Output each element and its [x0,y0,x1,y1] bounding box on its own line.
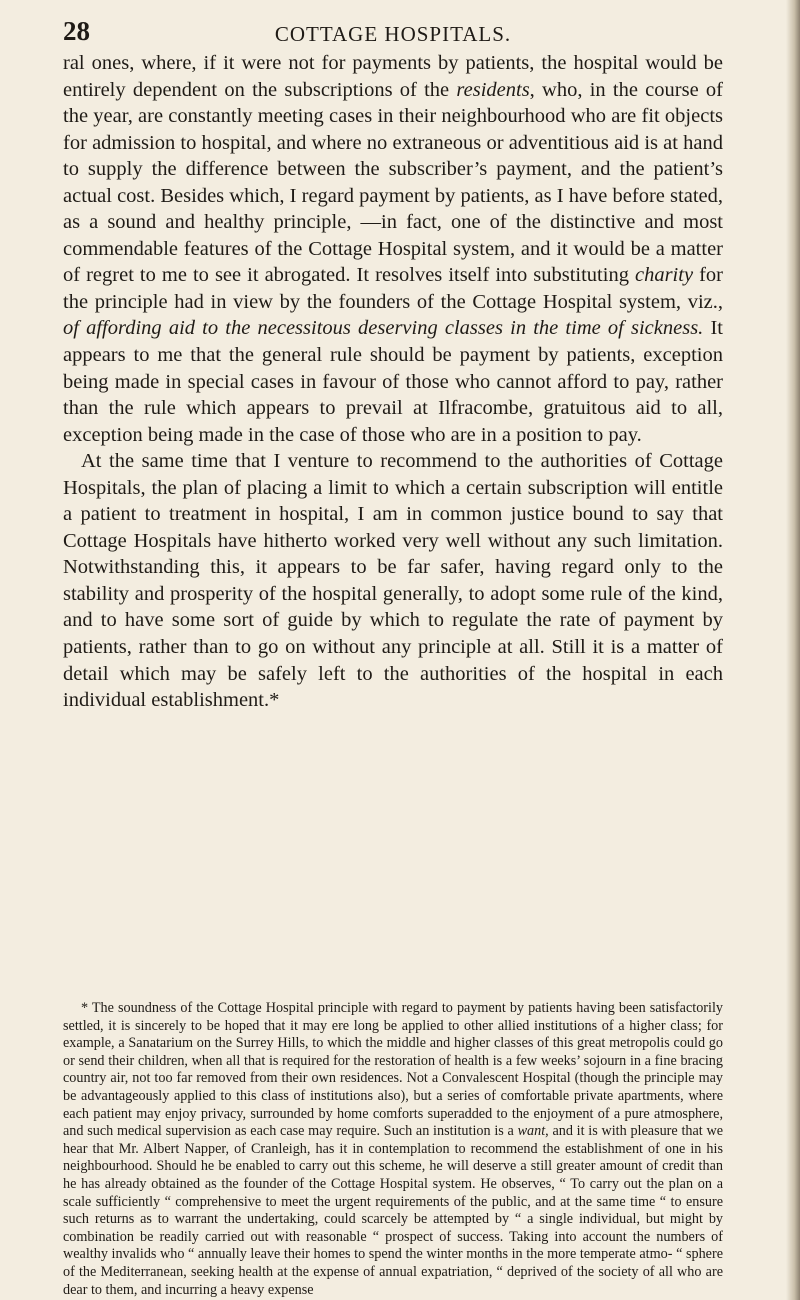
page-header [63,14,723,54]
paragraph-1-text-b: , who, in the course of the year, are constantly meeting cases in their neighbourhood who are fit objects for admission to hospital, and where no extraneous or adventitious aid is at hand to supply the difference between the subscriber’s payment, and the patient’s actual cost. Besides which, I regard payment by patients, as I have before stated, as a sound and healthy principle, —in fact, one of the distinctive and most commendable features of the Cottage Hospital system, and it would be a matter of regret to me to see it abrogated. It resolves itself into substituting [63,78,723,287]
paragraph-1 [63,50,723,448]
footnote-text-a: * The soundness of the Cottage Hospital principle with regard to payment by patients having been satisfactorily settled, it is sincerely to be hoped that it may ere long be applied to other allied institutions of a higher class; for example, a Sanatarium on the Surrey Hills, to which the middle and higher classes of this great metropolis could go or send their children, when all that is required for the restoration of health is a few weeks’ sojourn in a fine bracing country air, not too far removed from their own residences. Not a Convalescent Hospital (though the principle may be advantageously applied to this class of institutions also), but a series of comfortable private apartments, where each patient may enjoy privacy, surrounded by home comforts superadded to the enjoyment of a pure atmosphere, and such medical supervision as each case may require. Such an institution is a [63,1000,723,1140]
paragraph-2: At the same time that I venture to recommend to the authorities of Cottage Hospitals, the plan of placing a limit to which a certain subscription will entitle a patient to treatment in hospital, I am in common justice bound to say that Cottage Hospitals have hitherto worked very well without any such limitation. Notwithstanding this, it appears to be far safer, having regard only to the stability and prosperity of the hospital generally, to adopt some rule of the kind, and to have some sort of guide by which to regulate the rate of payment by patients, rather than to go on without any principle at all. Still it is a matter of detail which may be safely left to the authorities of the hospital in each individual establishment.* [63,450,723,712]
paragraph-1-text-c: for the principle had in view by the founders of the Cottage Hospital system, viz., [63,264,723,313]
italic-residents: residents [456,78,530,101]
body-text [63,50,723,714]
italic-want: want [517,1123,546,1140]
paragraph-1-text-a: ral ones, where, if it were not for payments by patients, the hospital would be entirely dependent on the subscriptions of the [63,52,723,101]
footnote [63,1000,723,1299]
page-number: 28 [63,16,90,46]
running-title: COTTAGE HOSPITALS. [274,22,512,46]
italic-charity: charity [634,264,694,287]
page-edge-shadow [786,0,800,1300]
footnote-text-b: , and it is with pleasure that we hear that Mr. Albert Napper, of Cranleigh, has it in contemplation to recommend the establishment of one in his neighbourhood. Should he be enabled to carry out this scheme, he will deserve a still greater amount of credit than he has already obtained as the founder of the Cottage Hospital system. He observes, “ To carry out the plan on a scale sufficiently “ comprehensive to meet the urgent requirements of the public, and at the same time “ to ensure such returns as to warrant the undertaking, could scarcely be attempted by “ a single individual, but might by combination be readily carried out with reasonable “ prospect of success. Taking into account the numbers of wealthy invalids who “ annually leave their homes to spend the winter months in the more temperate atmo- “ sphere of the Mediterranean, seeking health at the expense of annual expatriation, “ deprived of the society of all who are dear to them, and incurring a heavy expense [63,1123,723,1298]
paragraph-1-text-d: It appears to me that the general rule should be payment by patients, exception being made in special cases in favour of those who cannot afford to pay, rather than the rule which appears to prevail at Ilfracombe, gratuitous aid to all, exception being made in the case of those who are in a position to pay. [63,317,723,446]
footnote-paragraph [63,1000,723,1299]
italic-principle-quote: of affording aid to the necessitous deserving classes in the time of sickness. [63,317,704,340]
